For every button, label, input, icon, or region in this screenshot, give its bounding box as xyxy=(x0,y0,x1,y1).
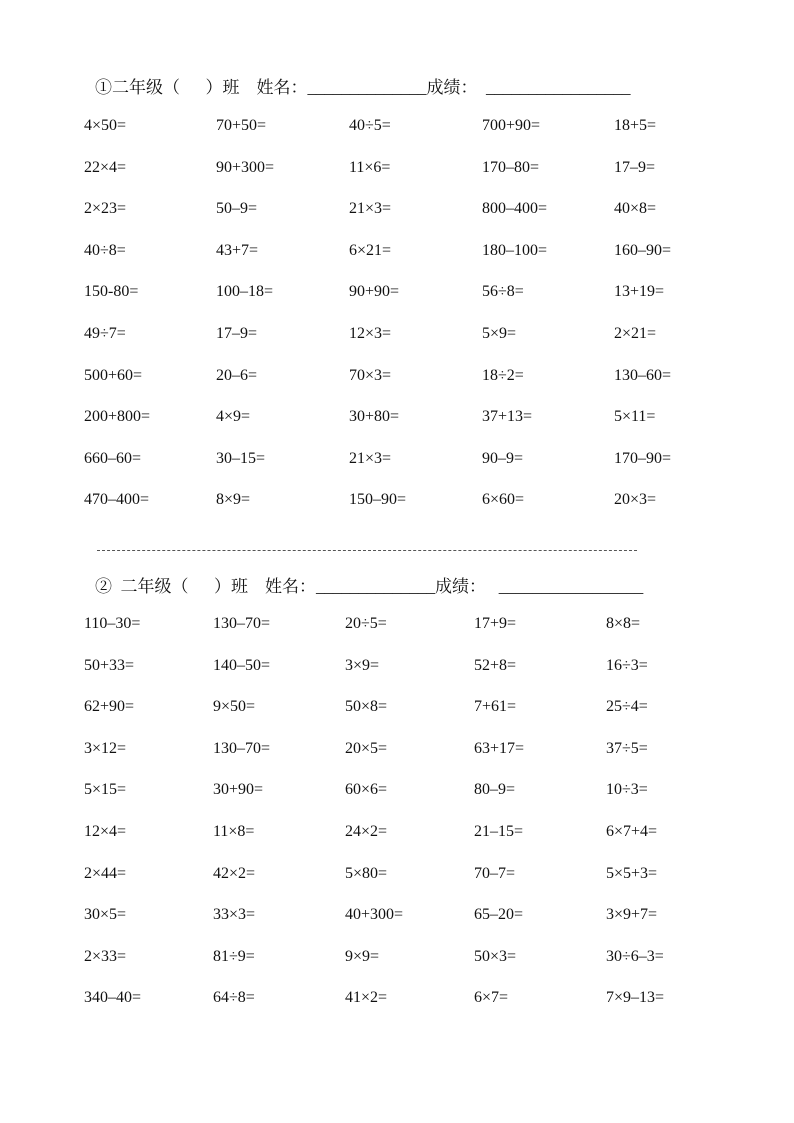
math-problem: 800–400= xyxy=(482,200,548,218)
math-problem: 30+80= xyxy=(349,408,400,426)
math-problem: 30÷6–3= xyxy=(606,947,664,965)
math-problem: 64÷8= xyxy=(213,989,255,1007)
math-problem: 20×3= xyxy=(614,491,657,509)
math-problem: 6×21= xyxy=(349,241,392,259)
math-problem: 90–9= xyxy=(482,449,524,467)
problem-row xyxy=(0,366,794,390)
math-problem: 12×3= xyxy=(349,325,392,342)
math-problem: 18+5= xyxy=(614,117,657,134)
problem-row xyxy=(0,158,794,182)
math-problem: 10÷3= xyxy=(606,781,648,799)
math-problem: 130–60= xyxy=(614,366,672,384)
math-problem: 60×6= xyxy=(345,781,388,799)
math-problem: 17+9= xyxy=(474,615,517,632)
problem-row xyxy=(0,822,794,846)
problem-row xyxy=(0,490,794,514)
math-problem: 52+8= xyxy=(474,656,517,674)
math-problem: 9×9= xyxy=(345,947,380,965)
math-problem: 30×5= xyxy=(84,906,127,924)
problem-row xyxy=(0,739,794,763)
math-problem: 9×50= xyxy=(213,698,256,716)
math-problem: 62+90= xyxy=(84,698,135,716)
math-problem: 5×11= xyxy=(614,408,656,426)
math-problem: 8×8= xyxy=(606,615,641,632)
math-problem: 7×9–13= xyxy=(606,989,665,1007)
math-problem: 700+90= xyxy=(482,117,541,134)
math-problem: 340–40= xyxy=(84,989,142,1007)
problem-row xyxy=(0,199,794,223)
math-problem: 16÷3= xyxy=(606,656,648,674)
math-problem: 180–100= xyxy=(482,241,548,259)
math-problem: 150–90= xyxy=(349,491,407,509)
math-problem: 22×4= xyxy=(84,158,127,176)
math-problem: 3×9+7= xyxy=(606,906,658,924)
math-problem: 43+7= xyxy=(216,241,259,259)
section-divider xyxy=(97,550,637,551)
math-problem: 21–15= xyxy=(474,823,524,840)
math-problem: 130–70= xyxy=(213,615,271,632)
problem-row xyxy=(0,697,794,721)
math-problem: 4×9= xyxy=(216,408,251,426)
math-problem: 30+90= xyxy=(213,781,264,799)
math-problem: 18÷2= xyxy=(482,366,524,384)
math-problem: 11×8= xyxy=(213,823,255,840)
math-problem: 3×9= xyxy=(345,656,380,674)
math-problem: 90+300= xyxy=(216,158,275,176)
math-problem: 5×80= xyxy=(345,864,388,882)
math-problem: 470–400= xyxy=(84,491,150,509)
math-problem: 40×8= xyxy=(614,200,657,218)
worksheet-2-header: ② 二年级（ ）班 姓名：______________成绩： _________________ xyxy=(95,577,644,596)
math-problem: 40+300= xyxy=(345,906,404,924)
math-problem: 56÷8= xyxy=(482,283,524,301)
math-problem: 110–30= xyxy=(84,615,141,632)
problem-row xyxy=(0,116,794,140)
math-problem: 30–15= xyxy=(216,449,266,467)
math-problem: 70+50= xyxy=(216,117,267,134)
math-problem: 17–9= xyxy=(216,325,258,342)
math-problem: 63+17= xyxy=(474,739,525,757)
math-problem: 2×23= xyxy=(84,200,127,218)
math-problem: 200+800= xyxy=(84,408,151,426)
math-problem: 70–7= xyxy=(474,864,516,882)
problem-row xyxy=(0,947,794,971)
math-problem: 42×2= xyxy=(213,864,256,882)
math-problem: 21×3= xyxy=(349,449,392,467)
math-problem: 20÷5= xyxy=(345,615,387,632)
problem-row xyxy=(0,324,794,348)
math-problem: 8×9= xyxy=(216,491,251,509)
math-problem: 25÷4= xyxy=(606,698,648,716)
math-problem: 170–90= xyxy=(614,449,672,467)
math-problem: 11×6= xyxy=(349,158,391,176)
math-problem: 5×9= xyxy=(482,325,517,342)
math-problem: 40÷5= xyxy=(349,117,391,134)
math-problem: 150-80= xyxy=(84,283,139,301)
worksheet-1-header: ①二年级（ ）班 姓名：______________成绩： _________________ xyxy=(95,78,631,97)
math-problem: 6×60= xyxy=(482,491,525,509)
math-problem: 65–20= xyxy=(474,906,524,924)
math-problem: 5×15= xyxy=(84,781,127,799)
problem-row xyxy=(0,614,794,638)
problem-row xyxy=(0,449,794,473)
math-problem: 50×8= xyxy=(345,698,388,716)
math-problem: 2×44= xyxy=(84,864,127,882)
math-problem: 20×5= xyxy=(345,739,388,757)
math-problem: 24×2= xyxy=(345,823,388,840)
math-problem: 6×7= xyxy=(474,989,509,1007)
math-problem: 50+33= xyxy=(84,656,135,674)
math-problem: 500+60= xyxy=(84,366,143,384)
math-problem: 37+13= xyxy=(482,408,533,426)
math-problem: 5×5+3= xyxy=(606,864,658,882)
problem-row xyxy=(0,407,794,431)
math-problem: 41×2= xyxy=(345,989,388,1007)
math-problem: 33×3= xyxy=(213,906,256,924)
math-problem: 3×12= xyxy=(84,739,127,757)
math-problem: 80–9= xyxy=(474,781,516,799)
math-problem: 90+90= xyxy=(349,283,400,301)
math-problem: 21×3= xyxy=(349,200,392,218)
math-problem: 4×50= xyxy=(84,117,127,134)
math-problem: 50–9= xyxy=(216,200,258,218)
problem-row xyxy=(0,656,794,680)
math-problem: 6×7+4= xyxy=(606,823,658,840)
math-problem: 13+19= xyxy=(614,283,665,301)
math-problem: 40÷8= xyxy=(84,241,126,259)
math-problem: 70×3= xyxy=(349,366,392,384)
math-problem: 37÷5= xyxy=(606,739,648,757)
math-problem: 12×4= xyxy=(84,823,127,840)
math-problem: 130–70= xyxy=(213,739,271,757)
problem-row xyxy=(0,988,794,1012)
math-problem: 100–18= xyxy=(216,283,274,301)
math-problem: 50×3= xyxy=(474,947,517,965)
math-problem: 49÷7= xyxy=(84,325,126,342)
math-problem: 660–60= xyxy=(84,449,142,467)
problem-row xyxy=(0,282,794,306)
problem-row xyxy=(0,241,794,265)
math-problem: 170–80= xyxy=(482,158,540,176)
math-problem: 140–50= xyxy=(213,656,271,674)
problem-row xyxy=(0,780,794,804)
math-problem: 160–90= xyxy=(614,241,672,259)
math-problem: 7+61= xyxy=(474,698,517,716)
math-problem: 2×21= xyxy=(614,325,657,342)
math-problem: 17–9= xyxy=(614,158,656,176)
problem-row xyxy=(0,864,794,888)
math-problem: 81÷9= xyxy=(213,947,255,965)
math-problem: 20–6= xyxy=(216,366,258,384)
problem-row xyxy=(0,905,794,929)
math-problem: 2×33= xyxy=(84,947,127,965)
